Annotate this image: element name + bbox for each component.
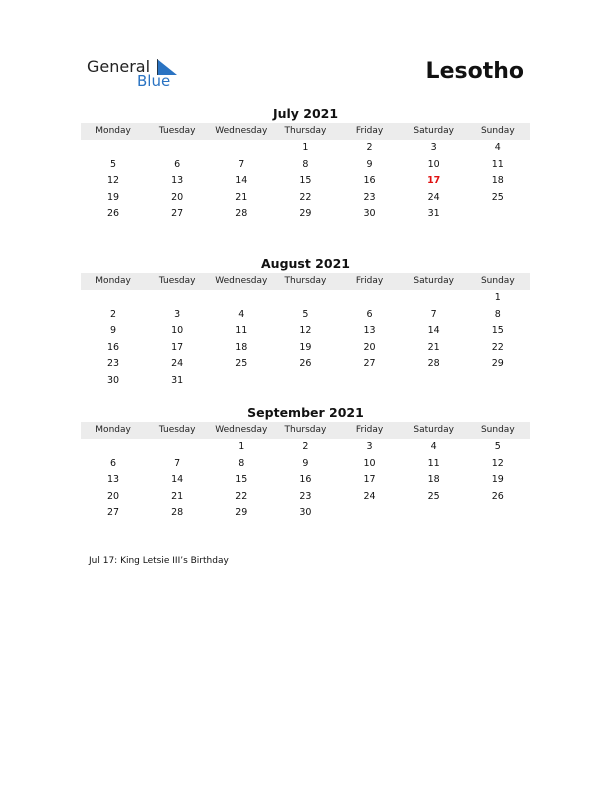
week-row — [81, 157, 530, 174]
day-cell: 30 — [107, 374, 120, 386]
week-row — [81, 323, 530, 340]
week-row — [81, 307, 530, 324]
weekday-label: Sunday — [480, 276, 515, 286]
day-cell: 26 — [299, 358, 312, 369]
weekday-label: Saturday — [413, 276, 454, 286]
day-cell: 10 — [171, 325, 184, 336]
day-cell: 11 — [427, 457, 440, 469]
day-cell: 17 — [363, 474, 376, 485]
day-cell: 18 — [491, 175, 504, 186]
empty-day-cell — [81, 439, 145, 456]
day-cell: 1 — [238, 441, 245, 452]
weekday-label: Tuesday — [158, 276, 196, 286]
day-cell: 7 — [430, 308, 437, 320]
day-cell: 24 — [427, 191, 440, 203]
day-cell: 13 — [363, 325, 376, 336]
day-cell: 19 — [491, 474, 504, 485]
day-cell: 14 — [171, 474, 184, 485]
day-cell: 23 — [363, 191, 376, 203]
day-cell: 18 — [427, 474, 440, 485]
empty-day-cell — [273, 373, 337, 390]
empty-day-cell — [145, 290, 209, 307]
weekday-label: Friday — [355, 425, 384, 435]
day-cell: 25 — [235, 358, 248, 369]
country-name: Lesotho — [425, 59, 524, 84]
week-row — [81, 505, 530, 522]
empty-day-cell — [402, 290, 466, 307]
day-cell: 2 — [302, 441, 309, 452]
day-cell: 5 — [302, 308, 309, 320]
empty-day-cell — [402, 373, 466, 390]
weekday-label: Monday — [95, 425, 131, 435]
day-cell: 9 — [110, 325, 117, 336]
week-row — [81, 439, 530, 456]
month-title: August 2021 — [261, 256, 350, 271]
generalblue-logo — [87, 57, 187, 93]
day-cell: 20 — [171, 191, 184, 203]
day-cell: 20 — [107, 490, 120, 502]
month-august-2021 — [81, 255, 530, 389]
day-cell: 23 — [299, 490, 312, 502]
day-cell: 17 — [171, 341, 184, 353]
day-cell: 28 — [171, 507, 184, 518]
empty-day-cell — [209, 290, 273, 307]
weekday-label: Sunday — [480, 126, 515, 136]
day-cell: 26 — [107, 208, 120, 219]
day-cell: 3 — [366, 441, 373, 452]
day-cell: 19 — [299, 341, 312, 353]
holiday-notes — [89, 556, 229, 566]
empty-day-cell — [273, 290, 337, 307]
day-cell: 29 — [299, 208, 312, 219]
empty-day-cell — [338, 290, 402, 307]
empty-day-cell — [81, 140, 145, 157]
month-title: September 2021 — [247, 405, 364, 420]
day-cell: 16 — [363, 175, 376, 186]
empty-day-cell — [209, 140, 273, 157]
week-row — [81, 173, 530, 190]
holiday-note: Jul 17: King Letsie III’s Birthday — [89, 556, 229, 566]
day-cell: 27 — [107, 507, 120, 518]
day-cell: 8 — [238, 457, 245, 469]
day-cell: 7 — [238, 158, 245, 170]
weekday-label: Friday — [355, 126, 384, 136]
day-cell: 3 — [430, 142, 437, 153]
logo-word-general: General — [87, 57, 151, 76]
week-row — [81, 340, 530, 357]
week-row — [81, 472, 530, 489]
weekday-label: Wednesday — [215, 126, 268, 136]
empty-day-cell — [338, 505, 402, 522]
day-cell: 1 — [302, 142, 309, 153]
day-cell: 18 — [235, 341, 248, 353]
day-cell: 28 — [235, 208, 248, 219]
empty-day-cell — [145, 439, 209, 456]
weekday-label: Monday — [95, 276, 131, 286]
day-cell: 4 — [430, 441, 437, 452]
empty-day-cell — [209, 373, 273, 390]
day-cell: 16 — [299, 474, 312, 485]
weekday-label: Thursday — [284, 126, 327, 136]
day-cell: 27 — [171, 208, 184, 219]
day-cell: 26 — [491, 490, 504, 502]
weekday-label: Wednesday — [215, 425, 268, 435]
week-row — [81, 190, 530, 207]
day-cell: 22 — [299, 191, 312, 203]
day-cell: 24 — [363, 490, 376, 502]
week-row — [81, 373, 530, 390]
day-cell: 13 — [107, 474, 120, 485]
empty-day-cell — [81, 290, 145, 307]
day-cell: 4 — [494, 142, 501, 153]
day-cell: 22 — [235, 490, 248, 502]
day-cell: 22 — [491, 341, 504, 353]
day-cell: 9 — [302, 457, 309, 469]
week-row — [81, 356, 530, 373]
day-cell: 25 — [427, 490, 440, 502]
day-cell: 8 — [302, 158, 309, 170]
day-cell: 15 — [491, 325, 504, 336]
day-cell: 27 — [363, 358, 376, 369]
day-cell: 31 — [427, 208, 440, 219]
empty-day-cell — [466, 505, 530, 522]
day-cell: 21 — [427, 341, 440, 353]
weekday-header-row — [81, 422, 530, 439]
empty-day-cell — [145, 140, 209, 157]
week-row — [81, 456, 530, 473]
day-cell: 25 — [491, 191, 504, 203]
day-cell: 29 — [491, 358, 504, 369]
week-row — [81, 140, 530, 157]
day-cell: 11 — [491, 158, 504, 170]
day-cell: 1 — [494, 292, 501, 303]
weekday-label: Tuesday — [158, 126, 196, 136]
day-cell: 14 — [427, 325, 440, 336]
weekday-label: Tuesday — [158, 425, 196, 435]
day-cell: 12 — [107, 175, 120, 186]
weekday-label: Thursday — [284, 276, 327, 286]
day-cell: 16 — [107, 341, 120, 353]
month-title: July 2021 — [272, 106, 339, 121]
day-cell: 6 — [366, 308, 373, 320]
day-cell: 6 — [110, 457, 117, 469]
day-cell: 15 — [299, 175, 312, 186]
day-cell: 2 — [366, 142, 373, 153]
day-cell: 19 — [107, 191, 120, 203]
day-cell: 3 — [174, 308, 181, 320]
weekday-label: Monday — [95, 126, 131, 136]
day-cell: 31 — [171, 374, 184, 386]
weekday-label: Friday — [355, 276, 384, 286]
day-cell: 30 — [363, 208, 376, 219]
week-row — [81, 489, 530, 506]
day-cell: 29 — [235, 507, 248, 518]
day-cell: 10 — [427, 158, 440, 170]
weekday-label: Sunday — [480, 425, 515, 435]
day-cell: 10 — [363, 457, 376, 469]
day-cell: 28 — [427, 358, 440, 369]
day-cell: 20 — [363, 341, 376, 353]
empty-day-cell — [402, 505, 466, 522]
logo-word-blue: Blue — [137, 72, 171, 90]
day-cell: 11 — [235, 325, 248, 336]
day-cell: 5 — [494, 441, 501, 452]
week-row — [81, 206, 530, 223]
day-cell: 15 — [235, 474, 248, 485]
weekday-header-row — [81, 273, 530, 290]
day-cell: 23 — [107, 358, 120, 369]
weekday-label: Wednesday — [215, 276, 268, 286]
weekday-header-row — [81, 123, 530, 140]
holiday-day-cell: 17 — [427, 175, 441, 186]
day-cell: 13 — [171, 175, 184, 186]
weekday-label: Saturday — [413, 126, 454, 136]
day-cell: 24 — [171, 358, 184, 369]
day-cell: 7 — [174, 457, 181, 469]
day-cell: 12 — [299, 325, 312, 336]
week-row — [81, 290, 530, 307]
day-cell: 8 — [494, 308, 501, 320]
empty-day-cell — [338, 373, 402, 390]
empty-day-cell — [466, 206, 530, 223]
day-cell: 4 — [238, 308, 245, 320]
day-cell: 14 — [235, 175, 248, 186]
day-cell: 9 — [366, 158, 373, 170]
day-cell: 2 — [110, 308, 117, 320]
day-cell: 30 — [299, 507, 312, 518]
month-september-2021 — [81, 404, 530, 522]
weekday-label: Thursday — [284, 425, 327, 435]
weekday-label: Saturday — [413, 425, 454, 435]
day-cell: 12 — [491, 457, 504, 469]
day-cell: 21 — [171, 490, 184, 502]
month-july-2021 — [81, 105, 530, 223]
day-cell: 21 — [235, 191, 248, 203]
day-cell: 5 — [110, 158, 117, 170]
day-cell: 6 — [174, 158, 181, 170]
empty-day-cell — [466, 373, 530, 390]
